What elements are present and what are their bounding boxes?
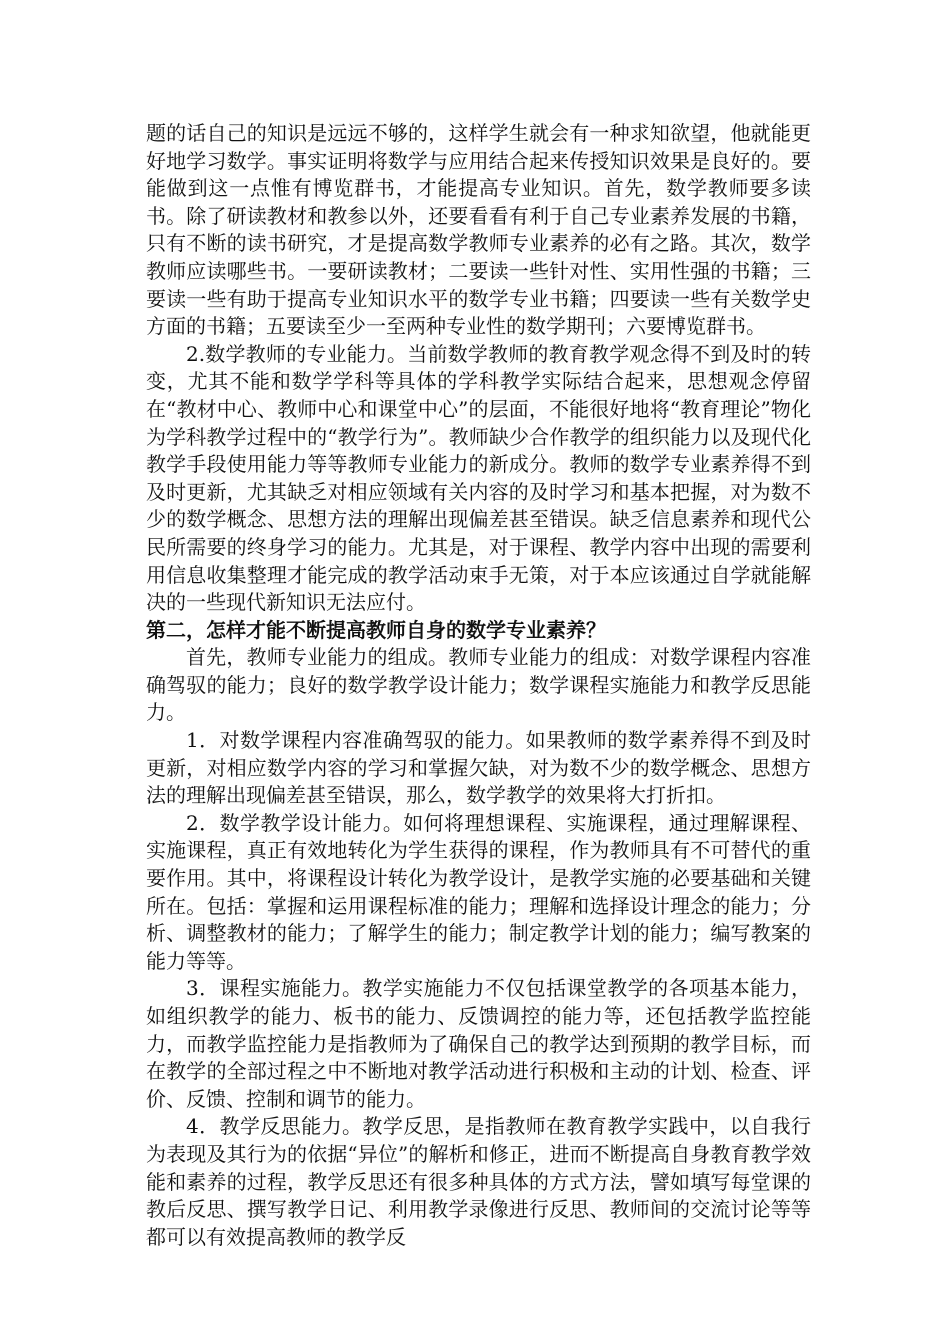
paragraph-professional-ability: 2.数学教师的专业能力。当前数学教师的教育教学观念得不到及时的转变，尤其不能和数学学科等具体的学科教学实际结合起来，思想观念停留在“教材中心、教师中心和课堂中心”的层面，不能很好地将“教育理论”物化为学科教学过程中的“教学行为”。教师缺少合作教学的组织能力以及现代化教学手段使用能力等等教师专业能力的新成分。教师的数学专业素养得不到及时更新，尤其缺乏对相应领域有关内容的及时学习和基本把握，对为数不少的数学概念、思想方法的理解出现偏差甚至错误。缺乏信息素养和现代公民所需要的终身学习的能力。尤其是，对于课程、教学内容中出现的需要利用信息收集整理才能完成的教学活动束手无策，对于本应该通过自学就能解决的一些现代新知识无法应付。 bbox=[146, 341, 811, 615]
section-heading: 第二，怎样才能不断提高教师自身的数学专业素养？ bbox=[146, 617, 606, 642]
paragraph-item-1: 1．对数学课程内容准确驾驭的能力。如果教师的数学素养得不到及时更新，对相应数学内容的学习和掌握欠缺，对为数不少的数学概念、思想方法的理解出现偏差甚至错误，那么，数学教学的效果将大打折扣。 bbox=[146, 728, 811, 808]
paragraph-item-4: 4．教学反思能力。教学反思，是指教师在教育教学实践中，以自我行为表现及其行为的依据“异位”的解析和修正，进而不断提高自身教育教学效能和素养的过程，教学反思还有很多种具体的方式方法，譬如填写每堂课的教后反思、撰写教学日记、利用教学录像进行反思、教师间的交流讨论等等都可以有效提高教师的教学反 bbox=[146, 1114, 811, 1249]
document-page bbox=[146, 120, 811, 1251]
paragraph-item-3: 3．课程实施能力。教学实施能力不仅包括课堂教学的各项基本能力，如组织教学的能力、板书的能力、反馈调控的能力等，还包括教学监控能力，而教学监控能力是指教师为了确保自己的教学达到预期的教学目标，而在教学的全部过程之中不断地对教学活动进行积极和主动的计划、检查、评价、反馈、控制和调节的能力。 bbox=[146, 976, 811, 1111]
paragraph-ability-composition: 首先，教师专业能力的组成。教师专业能力的组成：对数学课程内容准确驾驭的能力；良好的数学教学设计能力；数学课程实施能力和教学反思能力。 bbox=[146, 645, 811, 725]
paragraph-item-2: 2．数学教学设计能力。如何将理想课程、实施课程，通过理解课程、实施课程，真正有效地转化为学生获得的课程，作为教师具有不可替代的重要作用。其中，将课程设计转化为教学设计，是教学实施的必要基础和关键所在。包括：掌握和运用课程标准的能力；理解和选择设计理念的能力；分析、调整教材的能力；了解学生的能力；制定教学计划的能力；编写教案的能力等等。 bbox=[146, 810, 811, 973]
paragraph-continuation: 题的话自己的知识是远远不够的，这样学生就会有一种求知欲望，他就能更好地学习数学。事实证明将数学与应用结合起来传授知识效果是良好的。要能做到这一点惟有博览群书，才能提高专业知识。首先，数学教师要多读书。除了研读教材和教参以外，还要看看有利于自己专业素养发展的书籍，只有不断的读书研究，才是提高数学教师专业素养的必有之路。其次，数学教师应读哪些书。一要研读教材；二要读一些针对性、实用性强的书籍；三要读一些有助于提高专业知识水平的数学专业书籍；四要读一些有关数学史方面的书籍；五要读至少一至两种专业性的数学期刊；六要博览群书。 bbox=[146, 121, 811, 339]
